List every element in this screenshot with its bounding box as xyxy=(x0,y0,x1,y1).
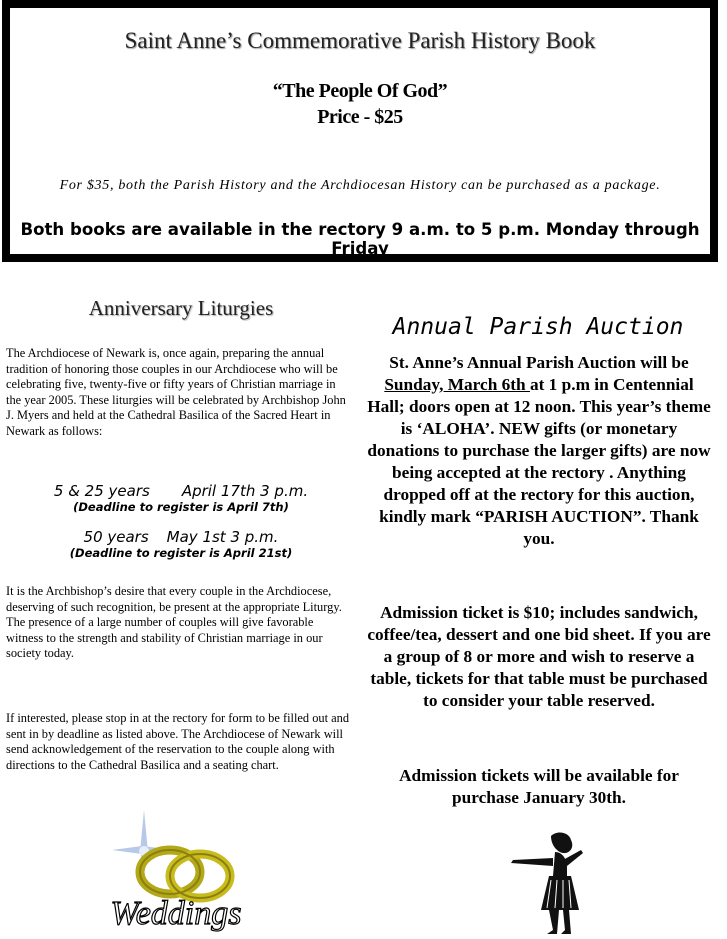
anniversary-intro: The Archdiocese of Newark is, once again, preparing the annual tradition of honoring those couples in our Archdiocese who will be celebrating five, twenty-five or fifty years of Christian marriage in the year 2005. These liturgies will be celebrated by Archbishop John J. Myers and held at the Cathedral Basilica of the Sacred Heart in Newark as follows: xyxy=(6,346,346,438)
weddings-caption: Weddings xyxy=(110,895,242,932)
hula-dancer-image xyxy=(505,830,585,938)
schedule-date: May 1st 3 p.m. xyxy=(166,528,279,546)
anniversary-desire: It is the Archbishop’s desire that every couple in the Archdiocese, deserving of such recognition, be present at the appropriate Liturgy. The presence of a large number of couples will give favorable witness to the strength and stability of Christian marriage in our society today. xyxy=(6,584,342,661)
rectory-hours: Both books are available in the rectory 9 a.m. to 5 p.m. Monday through Friday xyxy=(20,220,700,258)
anniversary-instructions: If interested, please stop in at the rectory for form to be filled out and sent in by deadline as listed above. The Archdiocese of Newark will send acknowledgement of the reservation to the couple along with directions to the Cathedral Basilica and a seating chart. xyxy=(6,711,350,772)
auction-tickets: Admission tickets will be available for purchase January 30th. xyxy=(399,766,679,807)
auction-date: Sunday, March 6th xyxy=(384,375,530,394)
auction-details-text: St. Anne’s Annual Parish Auction will be xyxy=(389,353,689,372)
rings-icon xyxy=(140,850,230,898)
auction-title: Annual Parish Auction xyxy=(392,314,684,340)
schedule-item xyxy=(0,528,362,560)
anniversary-title: Anniversary Liturgies xyxy=(88,296,274,320)
package-note: For $35, both the Parish History and the Archdiocesan History can be purchased as a package. xyxy=(59,178,661,193)
history-book-box xyxy=(2,0,718,262)
auction-details-text: at 1 p.m in Centennial Hall; doors open at 12 noon. This year’s theme is ‘ALOHA’. NEW gifts (or monetary donations to purchase the larger gifts) are now being accepted at the rectory . Anything dropped off at the rectory for this auction, kindly mark “PARISH AUCTION”. Thank you. xyxy=(367,375,711,548)
history-book-subtitle: “The People Of God” xyxy=(272,80,448,102)
schedule-years: 50 years xyxy=(83,528,149,546)
schedule-years: 5 & 25 years xyxy=(53,482,150,500)
history-book-price: Price - $25 xyxy=(317,106,403,128)
schedule-date: April 17th 3 p.m. xyxy=(181,482,309,500)
schedule-deadline: (Deadline to register is April 7th) xyxy=(73,500,289,514)
history-book-title: Saint Anne’s Commemorative Parish History Book xyxy=(124,28,596,53)
weddings-rings-image xyxy=(72,810,272,935)
auction-details xyxy=(364,352,714,550)
schedule-item xyxy=(0,482,362,514)
history-book-subtitle-block xyxy=(10,78,710,130)
schedule-deadline: (Deadline to register is April 21st) xyxy=(69,546,293,560)
auction-admission: Admission ticket is $10; includes sandwich, coffee/tea, dessert and one bid sheet. If you are a group of 8 or more and wish to reserve a table, tickets for that table must be purchased to consider your table reserved. xyxy=(367,603,711,710)
